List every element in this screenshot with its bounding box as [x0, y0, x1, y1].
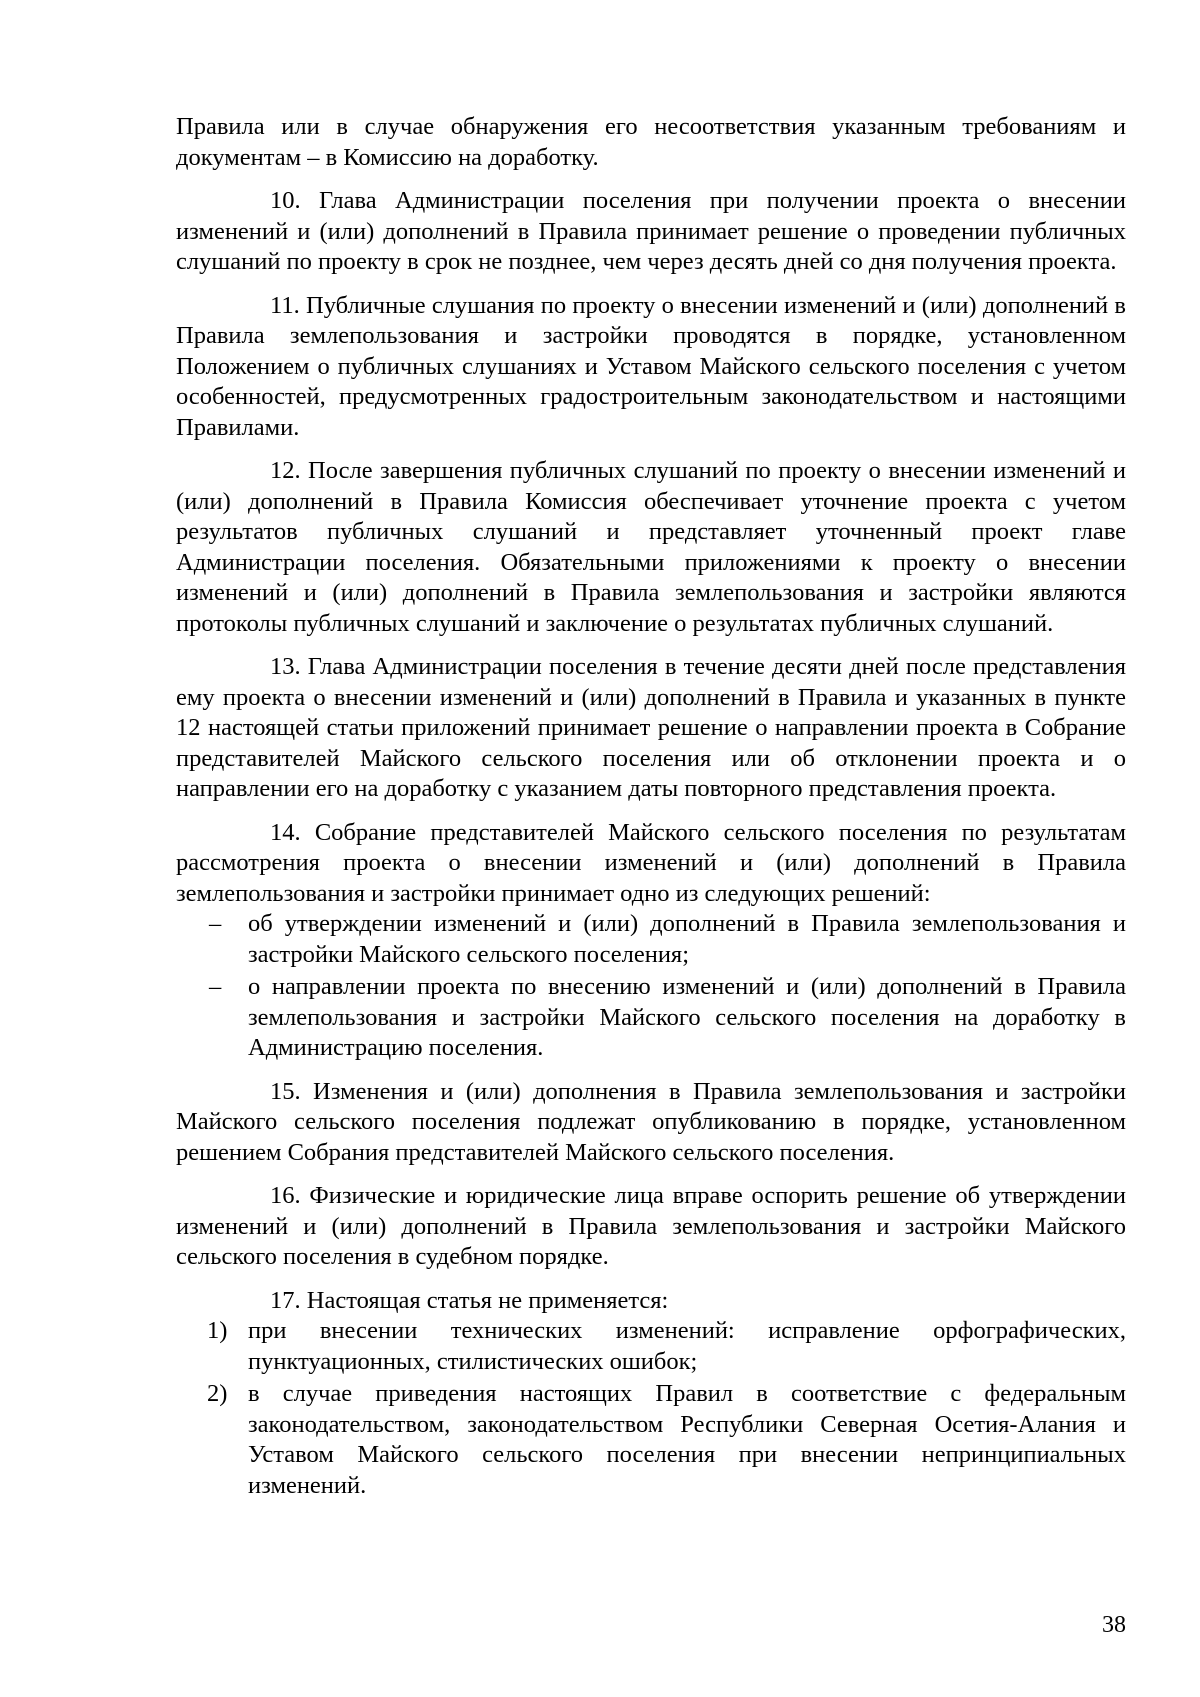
paragraph-14: 14. Собрание представителей Майского сельского поселения по результатам рассмотрения проекта о внесении изменений и (или) дополнений в Правила землепользования и застройки принимает одно из следующих решений:: [176, 818, 1126, 907]
paragraph-16: 16. Физические и юридические лица вправе оспорить решение об утверждении изменений и (или) дополнений в Правила землепользования и застройки Майского сельского поселения в судебном порядке.: [176, 1182, 1126, 1270]
list-item: [176, 972, 1126, 1064]
list-item-text: о направлении проекта по внесению изменений и (или) дополнений в Правила землепользования и застройки Майского сельского поселения на доработку в Администрацию поселения.: [248, 973, 1126, 1061]
list-item-text: при внесении технических изменений: исправление орфографических, пунктуационных, стилистических ошибок;: [248, 1317, 1126, 1375]
number-marker: 1): [207, 1317, 228, 1344]
paragraph-15: 15. Изменения и (или) дополнения в Правила землепользования и застройки Майского сельского поселения подлежат опубликованию в порядке, установленном решением Собрания представителей Майского сельского поселения.: [176, 1077, 1126, 1166]
decision-list: [176, 909, 1126, 1064]
list-item-text: в случае приведения настоящих Правил в соответствие с федеральным законодательством, законодательством Республики Северная Осетия-Алания и Уставом Майского сельского поселения при внесении непринципиальных изменений.: [248, 1380, 1126, 1499]
list-item: [176, 1379, 1126, 1501]
paragraph-11: 11. Публичные слушания по проекту о внесении изменений и (или) дополнений в Правила землепользования и застройки проводятся в порядке, установленном Положением о публичных слушаниях и Уставом Майского сельского поселения с учетом особенностей, предусмотренных градостроительным законодательством и настоящими Правилами.: [176, 291, 1126, 441]
page-number: 38: [1102, 1612, 1126, 1638]
dash-marker: –: [209, 910, 222, 937]
paragraph-10: 10. Глава Администрации поселения при получении проекта о внесении изменений и (или) дополнений в Правила принимает решение о проведении публичных слушаний по проекту в срок не позднее, чем через десять дней со дня получения проекта.: [176, 187, 1126, 275]
list-item: [176, 909, 1126, 970]
paragraph-12: 12. После завершения публичных слушаний по проекту о внесении изменений и (или) дополнений в Правила Комиссия обеспечивает уточнение проекта с учетом результатов публичных слушаний и представляет уточненный проект главе Администрации поселения. Обязательными приложениями к проекту о внесении изменений и (или) дополнений в Правила землепользования и застройки являются протоколы публичных слушаний и заключение о результатах публичных слушаний.: [176, 457, 1126, 637]
paragraph-continuation: Правила или в случае обнаружения его несоответствия указанным требованиям и документам – в Комиссию на доработку.: [176, 113, 1126, 171]
dash-marker: –: [209, 973, 222, 1000]
document-page: [176, 112, 1126, 1514]
exception-list: [176, 1316, 1126, 1501]
number-marker: 2): [207, 1380, 228, 1407]
list-item-text: об утверждении изменений и (или) дополнений в Правила землепользования и застройки Майского сельского поселения;: [248, 910, 1126, 968]
paragraph-13: 13. Глава Администрации поселения в течение десяти дней после представления ему проекта о внесении изменений и (или) дополнений в Правила и указанных в пункте 12 настоящей статьи приложений принимает решение о направлении проекта в Собрание представителей Майского сельского поселения или об отклонении проекта и о направлении его на доработку с указанием даты повторного представления проекта.: [176, 653, 1126, 802]
list-item: [176, 1316, 1126, 1377]
paragraph-17: 17. Настоящая статья не применяется:: [270, 1286, 669, 1314]
